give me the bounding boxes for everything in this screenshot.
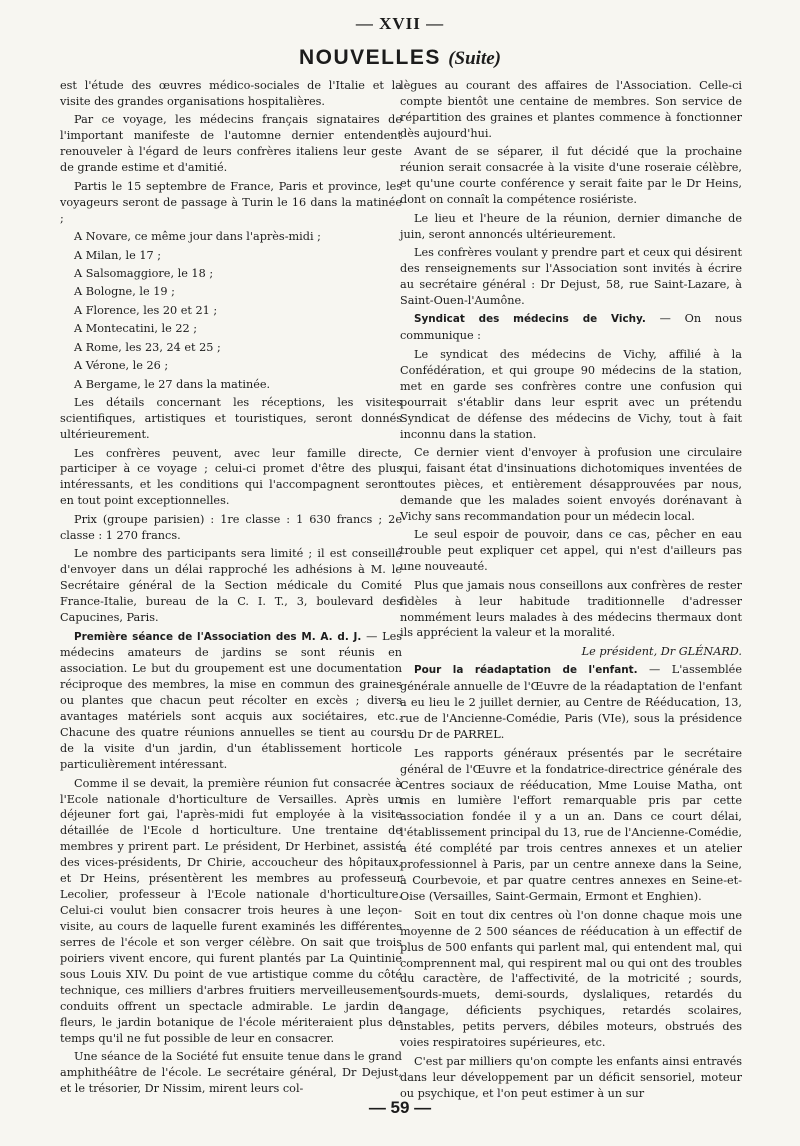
- paragraph: [60, 78, 402, 110]
- paragraph: [60, 229, 402, 245]
- paragraph-text: Les rapports généraux présentés par le secrétaire général de l'Œuvre et la fondatrice-directrice générale des Centres sociaux de rééducation, Mme Louise Matha, ont mis en lumière l'effort remarquable pris par cette association fondée il y a un an. Dans ce court délai, l'établissement principal du 13, rue de l'Ancienne-Comédie, a été complété par trois centres annexes et un atelier professionnel à Paris, par un centre annexe dans la Seine, à Courbevoie, et par quatre centres annexes en Seine-et-Oise (Versailles, Saint-Germain, Ermont et Enghien).: [400, 746, 742, 904]
- page-roman-numeral: — XVII —: [355, 14, 445, 33]
- paragraph-text: A Montecatini, le 22 ;: [74, 322, 198, 336]
- paragraph-text: — On nous communique :: [400, 312, 742, 343]
- paragraph-text: Le lieu et l'heure de la réunion, dernier dimanche de juin, seront annoncés ultérieurement.: [400, 211, 742, 241]
- paragraph-text: A Milan, le 17 ;: [74, 248, 162, 262]
- paragraph-text: Les confrères voulant y prendre part et ceux qui désirent des renseignements sur l'Association sont invités à écrire au secrétaire général : Dr Dejust, 58, rue Saint-Lazare, à Saint-Ouen-l'Aumône.: [400, 246, 742, 307]
- paragraph-text: — L'assemblée générale annuelle de l'Œuvre de la réadaptation de l'enfant a eu lieu le 2 juillet dernier, au Centre de Rééducation, 13, rue de l'Ancienne-Comédie, Paris (VIe), sous la présidence du Dr de PARREL.: [400, 663, 742, 742]
- paragraph: [400, 445, 742, 525]
- paragraph: [400, 245, 742, 309]
- paragraph-text: Le président, Dr GLÉNARD.: [581, 644, 742, 658]
- paragraph: [400, 662, 742, 743]
- paragraph: [60, 546, 402, 626]
- paragraph: [60, 395, 402, 443]
- paragraph: [400, 144, 742, 208]
- paragraph-text: Le seul espoir de pouvoir, dans ce cas, pêcher en eau trouble peut expliquer cet appel, qui n'est d'ailleurs pas une nouveauté.: [400, 528, 742, 574]
- paragraph: [60, 629, 402, 774]
- paragraph: [60, 321, 402, 337]
- paragraph-text: A Vérone, le 26 ;: [74, 359, 169, 373]
- paragraph: [400, 78, 742, 142]
- paragraph-text: Le nombre des participants sera limité ; il est conseillé d'envoyer dans un délai rapproché les adhésions à M. le Secrétaire général de la Section médicale du Comité France-Italie, bureau de la C. I. T., 3, boulevard des Capucines, Paris.: [60, 547, 402, 625]
- paragraph-text: A Salsomaggiore, le 18 ;: [74, 266, 214, 280]
- paragraph-text: A Bologne, le 19 ;: [74, 285, 175, 299]
- paragraph: [400, 347, 742, 443]
- paragraph-text: A Florence, les 20 et 21 ;: [74, 303, 218, 317]
- page-number: — 59 —: [368, 1098, 432, 1117]
- paragraph-text: Le syndicat des médecins de Vichy, affilié à la Confédération, et qui groupe 90 médecins de la station, met en garde ses confrères contre une confusion qui pourrait s'établir dans leur esprit avec un prétendu Syndicat de défense des médecins de Vichy, tout à fait inconnu dans la station.: [400, 347, 742, 441]
- paragraph: [60, 248, 402, 264]
- paragraph: [60, 112, 402, 176]
- paragraph: [60, 1049, 402, 1097]
- section-heading: Syndicat des médecins de Vichy.: [414, 313, 646, 326]
- section-heading: Pour la réadaptation de l'enfant.: [414, 664, 638, 677]
- paragraph: [400, 644, 742, 660]
- paragraph-text: Les détails concernant les réceptions, les visites scientifiques, artistiques et touristiques, seront donnés ultérieurement.: [60, 396, 402, 442]
- paragraph-text: Prix (groupe parisien) : 1re classe : 1 630 francs ; 2e classe : 1 270 francs.: [60, 512, 402, 542]
- paragraph: [400, 746, 742, 906]
- paragraph: [60, 446, 402, 510]
- paragraph: [60, 266, 402, 282]
- paragraph-text: Une séance de la Société fut ensuite tenue dans le grand amphithéâtre de l'école. Le secrétaire général, Dr Dejust, et le trésorier, Dr Nissim, mirent leurs col-: [60, 1050, 402, 1096]
- paragraph: [60, 377, 402, 393]
- paragraph-text: Soit en tout dix centres où l'on donne chaque mois une moyenne de 2 500 séances de rééducation à un effectif de plus de 500 enfants qui parlent mal, qui entendent mal, qui comprennent mal, qui respirent mal ou qui ont des troubles du caractère, de l'affectivité, de la motricité ; sourds, sourds-muets, demi-sourds, dyslaliques, retardés du langage, déficients psychiques, retardés scolaires, instables, petits pervers, débiles moteurs, obstrués des voies respiratoires supérieures, etc.: [400, 908, 742, 1050]
- paragraph-text: Partis le 15 septembre de France, Paris et province, les voyageurs seront de passage à Turin le 16 dans la matinée ;: [60, 179, 402, 225]
- paragraph: [400, 211, 742, 243]
- title-main: NOUVELLES: [299, 46, 441, 69]
- paragraph-text: Les confrères peuvent, avec leur famille directe, participer à ce voyage ; celui-ci promet d'être des plus intéressants, et les conditions qui l'accompagnent seront en tout point exceptionnelles.: [60, 446, 402, 508]
- paragraph-text: A Rome, les 23, 24 et 25 ;: [74, 340, 221, 354]
- paragraph: [60, 776, 402, 1047]
- section-heading: Première séance de l'Association des M. A. d. J.: [74, 630, 362, 643]
- paragraph: [60, 340, 402, 356]
- paragraph-text: C'est par milliers qu'on compte les enfants ainsi entravés dans leur développement par un déficit sensoriel, moteur ou psychique, et l'on peut estimer à un sur: [400, 1054, 742, 1100]
- page-title: [0, 46, 800, 70]
- paragraph: [60, 284, 402, 300]
- paragraph: [60, 358, 402, 374]
- paragraph: [60, 179, 402, 227]
- paragraph-text: Comme il se devait, la première réunion fut consacrée à l'Ecole nationale d'horticulture de Versailles. Après un déjeuner fort gai, l'après-midi fut employée à la visite détaillée de l'Ecole d horticulture. Une trentaine de membres y prirent part. Le président, Dr Herbinet, assisté des vices-présidents, Dr Chirie, accoucheur des hôpitaux, et Dr Heins, présentèrent les membres au professeur Lecolier, professeur à l'Ecole nationale d'horticulture. Celui-ci voulut bien consacrer trois heures à une leçon-visite, au cours de laquelle furent examinés les différentes serres de l'école et son verger célèbre. On sait que trois poiriers vivent encore, qui furent plantés par La Quintinie sous Louis XIV. Du point de vue artistique comme du côté technique, ces milliers d'arbres fruitiers merveilleusement conduits offrent un spectacle admirable. Le jardin de fleurs, le jardin botanique de l'école mériteraient plus de temps qu'il ne fut possible de leur en consacrer.: [60, 776, 402, 1045]
- right-column: [400, 78, 742, 1104]
- paragraph: [60, 512, 402, 544]
- paragraph-text: A Bergame, le 27 dans la matinée.: [74, 377, 271, 391]
- paragraph: [400, 1054, 742, 1102]
- paragraph: [400, 908, 742, 1052]
- paragraph: [400, 311, 742, 344]
- paragraph-text: lègues au courant des affaires de l'Association. Celle-ci compte bientôt une centaine de membres. Son service de répartition des graines et plantes commence à fonctionner dès aujourd'hui.: [400, 79, 742, 140]
- paragraph: [400, 527, 742, 575]
- left-column: [60, 78, 402, 1100]
- paragraph-text: — Les médecins amateurs de jardins se sont réunis en association. Le but du groupement est une documentation réciproque des membres, la mise en commun des graines ou plantes que chacun peut récolter en excès ; divers avantages matériels sont acquis aux sociétaires, etc.. Chacune des quatre réunions annuelles se tient au cours de la visite d'un jardin, d'un établissement horticole particulièrement intéressant.: [60, 629, 403, 772]
- paragraph: [400, 578, 742, 642]
- paragraph-text: Plus que jamais nous conseillons aux confrères de rester fidèles à leur habitude traditionnelle d'adresser nommément leurs malades à des médecins thermaux dont ils apprécient la valeur et la moralité.: [400, 578, 742, 640]
- paragraph-text: Ce dernier vient d'envoyer à profusion une circulaire qui, faisant état d'insinuations dichotomiques inventées de toutes pièces, et entièrement désapprouvées par nous, demande que les malades soient envoyés dorénavant à Vichy sans recommandation pour un médecin local.: [400, 445, 742, 523]
- paragraph-text: A Novare, ce même jour dans l'après-midi ;: [74, 230, 321, 244]
- title-suffix: (Suite): [448, 48, 501, 69]
- paragraph-text: Avant de se séparer, il fut décidé que la prochaine réunion serait consacrée à la visite d'une roseraie célèbre, et qu'une courte conférence y serait faite par le Dr Heins, dont on connaît la compétence rosiériste.: [400, 145, 742, 207]
- paragraph-text: Par ce voyage, les médecins français signataires de l'important manifeste de l'automne dernier entendent renouveler à l'égard de leurs confrères italiens leur geste de grande estime et d'amitié.: [60, 113, 402, 175]
- paragraph-text: est l'étude des œuvres médico-sociales de l'Italie et la visite des grandes organisations hospitalières.: [60, 79, 402, 108]
- paragraph: [60, 303, 402, 319]
